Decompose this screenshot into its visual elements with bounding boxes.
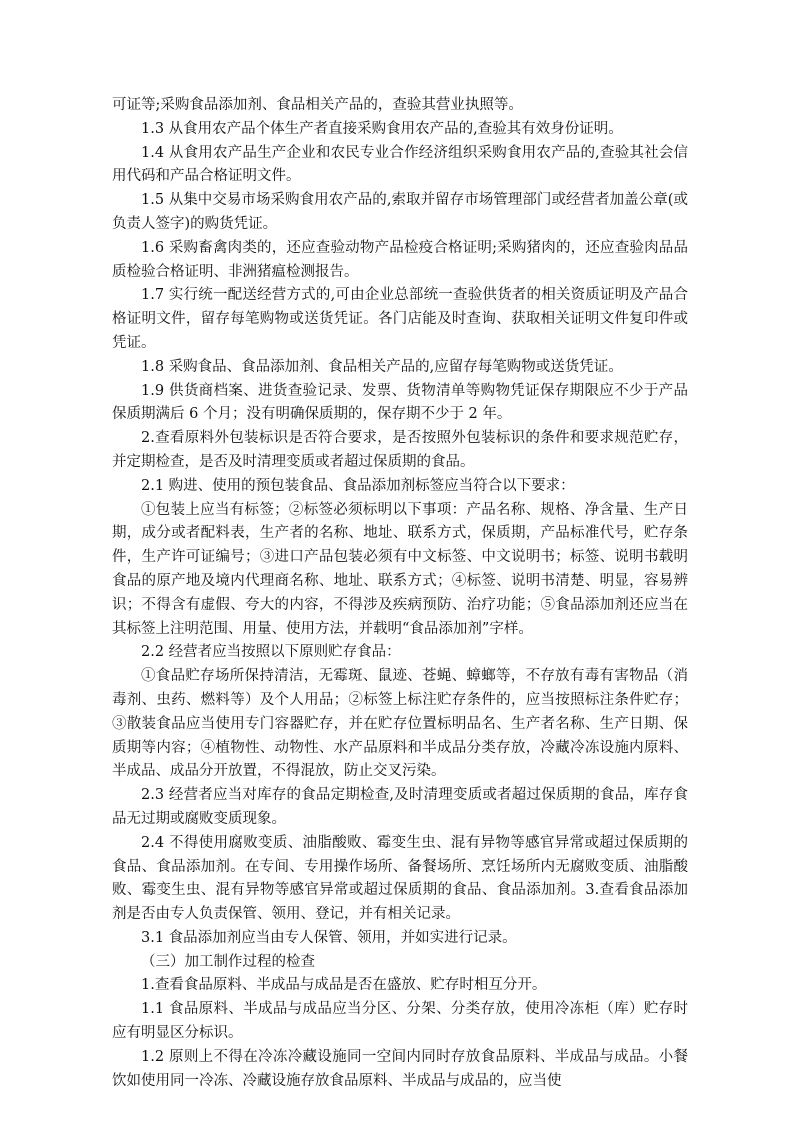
paragraph-1-4: 1.4 从食用农产品生产企业和农民专业合作经济组织采购食用农产品的,查验其社会信用代码和产品合格证明文件。 — [112, 144, 688, 185]
paragraph-3-1: 3.1 食品添加剂应当由专人保管、领用，并如实进行记录。 — [141, 929, 517, 946]
paragraph-1-7: 1.7 实行统一配送经营方式的,可由企业总部统一查验供货者的相关资质证明及产品合格证明文件，留存每笔购物或送货凭证。各门店能及时查询、获取相关证明文件复印件或凭证。 — [112, 287, 688, 351]
paragraph-1-1-check: 1.1 食品原料、半成品与成品应当分区、分架、分类存放，使用冷冻柜（库）贮存时应有明显区分标识。 — [112, 1001, 688, 1042]
paragraph-1-9: 1.9 供货商档案、进货查验记录、发票、货物清单等购物凭证保存期限应不少于产品保质期满后 6 个月；没有明确保质期的，保存期不少于 2 年。 — [112, 382, 688, 423]
paragraph-1-3: 1.3 从食用农产品个体生产者直接采购食用农产品的,查验其有效身份证明。 — [141, 120, 623, 137]
paragraph-2-1-items: ①包装上应当有标签；②标签必须标明以下事项：产品名称、规格、净含量、生产日期，成分或者配料表，生产者的名称、地址、联系方式，保质期，产品标准代号，贮存条件，生产许可证编号；③进口产品包装必须有中文标签、中文说明书；标签、说明书载明食品的原产地及境内代理商名称、地址、联系方式；④标签、说明书清楚、明显，容易辨识；不得含有虚假、夸大的内容，不得涉及疾病预防、治疗功能；⑤食品添加剂还应当在其标签上注明范围、用量、使用方法，并载明“食品添加剂”字样。 — [112, 501, 688, 637]
paragraph-2-1: 2.1 购进、使用的预包装食品、食品添加剂标签应当符合以下要求： — [141, 477, 575, 494]
paragraph-1-8: 1.8 采购食品、食品添加剂、食品相关产品的,应留存每笔购物或送货凭证。 — [141, 358, 623, 375]
paragraph-2-2-items: ①食品贮存场所保持清洁，无霉斑、鼠迹、苍蝇、蟑螂等，不存放有毒有害物品（消毒剂、虫药、燃料等）及个人用品；②标签上标注贮存条件的，应当按照标注条件贮存；③散装食品应当使用专门容器贮存，并在贮存位置标明品名、生产者名称、生产日期、保质期等内容；④植物性、动物性、水产品原料和半成品分类存放，冷藏冷冻设施内原料、半成品、成品分开放置，不得混放，防止交叉污染。 — [112, 668, 688, 780]
paragraph-2-4: 2.4 不得使用腐败变质、油脂酸败、霉变生虫、混有异物等感官异常或超过保质期的食品、食品添加剂。在专间、专用操作场所、备餐场所、烹饪场所内无腐败变质、油脂酸败、霉变生虫、混有异物等感官异常或超过保质期的食品、食品添加剂。3.查看食品添加剂是否由专人负责保管、领用、登记，并有相关记录。 — [112, 834, 688, 923]
paragraph-1-5: 1.5 从集中交易市场采购食用农产品的,索取并留存市场管理部门或经营者加盖公章(或负责人签字)的购货凭证。 — [112, 192, 688, 232]
paragraph-1-6: 1.6 采购畜禽肉类的，还应查验动物产品检疫合格证明;采购猪肉的，还应查验肉品品质检验合格证明、非洲猪瘟检测报告。 — [112, 239, 688, 280]
paragraph-1-check: 1.查看食品原料、半成品与成品是否在盛放、贮存时相互分开。 — [141, 977, 547, 994]
paragraph-1-2-check: 1.2 原则上不得在冷冻冷藏设施同一空间内同时存放食品原料、半成品与成品。小餐饮如使用同一冷冻、冷藏设施存放食品原料、半成品与成品的，应当使 — [112, 1048, 688, 1089]
section-heading: （三）加工制作过程的检查 — [141, 953, 315, 970]
document-page — [112, 94, 688, 1093]
paragraph-2: 2.查看原料外包装标识是否符合要求，是否按照外包装标识的条件和要求规范贮存，并定期检查，是否及时清理变质或者超过保质期的食品。 — [112, 430, 688, 470]
paragraph-1: 可证等;采购食品添加剂、食品相关产品的，查验其营业执照等。 — [112, 97, 523, 113]
paragraph-2-3: 2.3 经营者应当对库存的食品定期检查,及时清理变质或者超过保质期的食品，库存食品无过期或腐败变质现象。 — [112, 787, 688, 827]
paragraph-2-2: 2.2 经营者应当按照以下原则贮存食品： — [141, 644, 401, 661]
